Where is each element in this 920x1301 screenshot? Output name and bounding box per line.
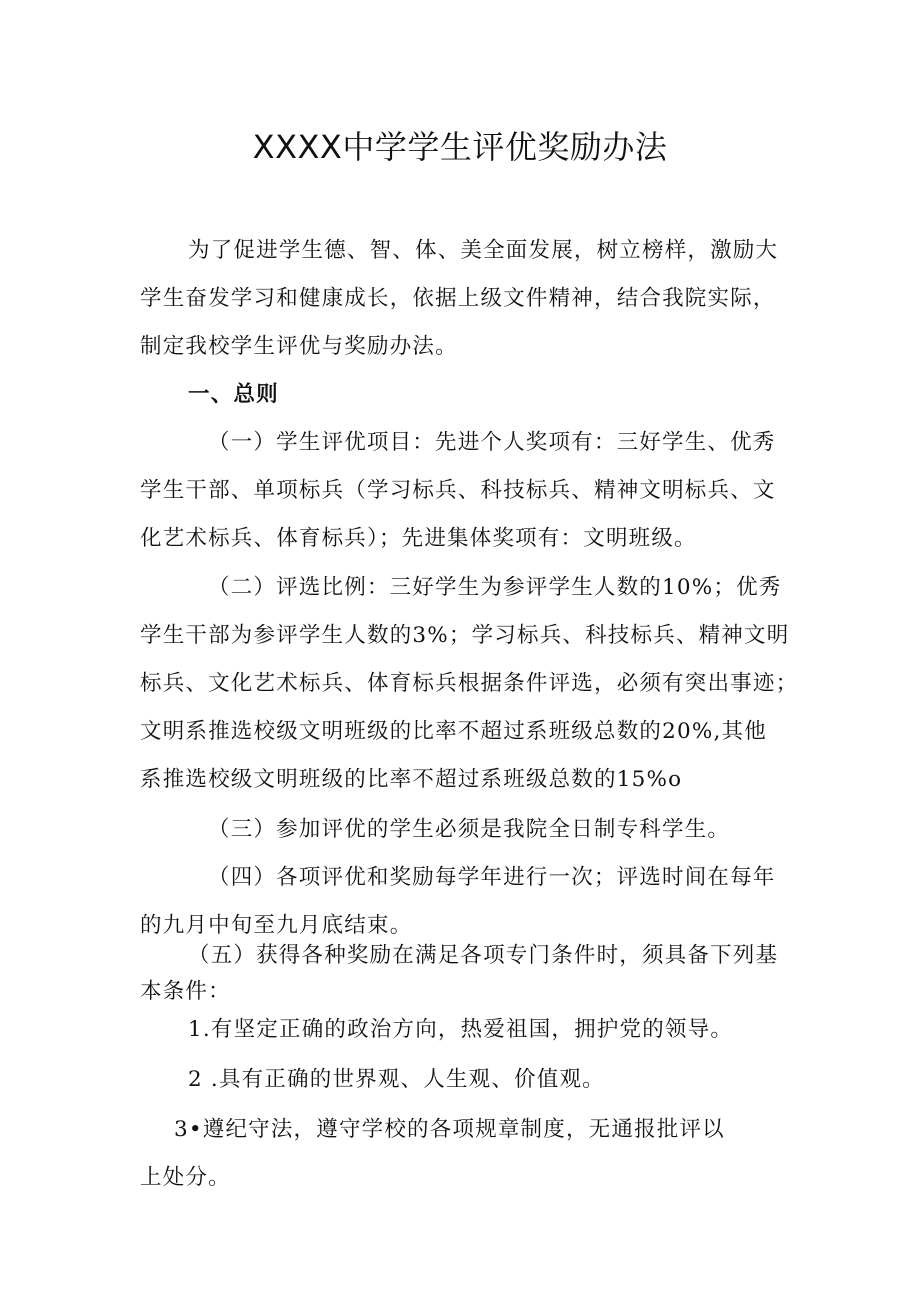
item-four-line: （四）各项评优和奖励每学年进行一次；评选时间在每年	[208, 865, 776, 890]
condition-three-line: 3•遵纪守法，遵守学校的各项规章制度，无通报批评以	[174, 1117, 725, 1142]
item-two-line: 标兵、文化艺术标兵、体育标兵根据条件评选，必须有突出事迹；	[140, 671, 799, 696]
item-two-line: （二）评选比例：三好学生为参评学生人数的10%；优秀	[208, 575, 782, 600]
item-three-paragraph: （三）参加评优的学生必须是我院全日制专科学生。	[208, 817, 731, 842]
item-five-line: （五）获得各种奖励在满足各项专门条件时，须具备下列基	[188, 943, 779, 968]
intro-line: 为了促进学生德、智、体、美全面发展，树立榜样，激励大	[188, 238, 779, 263]
intro-paragraph	[140, 227, 780, 371]
item-four-line: 的九月中旬至九月底结束。	[140, 913, 413, 938]
condition-three-line: 上处分。	[140, 1165, 231, 1190]
item-two-line: 文明系推选校级文明班级的比率不超过系班级总数的20%,其他	[140, 719, 767, 744]
item-two-paragraph	[140, 564, 799, 804]
item-two-line: 系推选校级文明班级的比率不超过系班级总数的15%o	[140, 767, 683, 792]
item-one-line: 化艺术标兵、体育标兵）；先进集体奖项有：文明班级。	[140, 526, 697, 551]
item-two-line: 学生干部为参评学生人数的3%；学习标兵、科技标兵、精神文明	[140, 623, 790, 648]
document-title: XXXX中学学生评优奖励办法	[252, 128, 668, 166]
condition-two: 2 .具有正确的世界观、人生观、价值观。	[188, 1067, 605, 1092]
item-one-line: 学生干部、单项标兵（学习标兵、科技标兵、精神文明标兵、文	[140, 478, 776, 503]
condition-three-paragraph	[140, 1106, 780, 1202]
item-five-line: 本条件：	[140, 979, 231, 1004]
intro-line: 学生奋发学习和健康成长，依据上级文件精神，结合我院实际，	[140, 286, 776, 311]
item-one-paragraph	[140, 419, 780, 563]
intro-line: 制定我校学生评优与奖励办法。	[140, 334, 458, 359]
item-four-paragraph	[140, 854, 780, 950]
condition-one: 1.有坚定正确的政治方向，热爱祖国，拥护党的领导。	[188, 1017, 734, 1042]
section-heading-general: 一、总则	[188, 382, 279, 407]
item-five-paragraph	[140, 938, 780, 1010]
item-one-line: （一）学生评优项目：先进个人奖项有：三好学生、优秀	[208, 430, 776, 455]
